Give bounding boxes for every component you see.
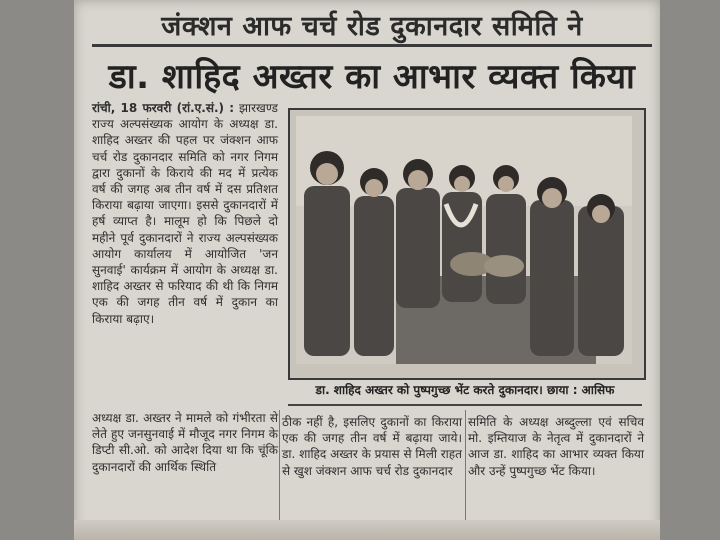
photo-caption: डा. शाहिद अख्तर को पुष्पगुच्छ भेंट करते दुकानदार। छाया : आसिफ [315,383,615,397]
news-photo [296,116,632,364]
column-divider-2 [465,410,466,520]
article-body-col3: समिति के अध्यक्ष अब्दुल्ला एवं सचिव मो. इम्तियाज के नेतृत्व में दुकानदारों ने आज डा. शाहिद का आभार व्यक्त किया और उन्हें पुष्पगुच्छ भेंट किया। [468,415,644,478]
headline-divider [92,44,652,47]
article-column-2 [282,414,462,518]
next-article-strip [74,520,660,540]
column-divider-1 [279,410,280,520]
article-body-col1b: अध्यक्ष डा. अख्तर ने मामले को गंभीरता से लेते हुए जनसुनवाई में मौजूद नगर निगम के डिप्टी सी.ओ. को आदेश दिया था कि चूंकि दुकानदारों की आर्थिक स्थिति [92,411,278,474]
article-column-3 [468,414,644,518]
news-photo-image [296,116,632,364]
headline-line-1: जंक्शन आफ चर्च रोड दुकानदार समिति ने [161,11,583,42]
article-body-col1: झारखण्ड राज्य अल्पसंख्यक आयोग के अध्यक्ष डा. शाहिद अख्तर की पहल पर जंक्शन आफ चर्च रोड दुकानदार समिति को नगर निगम द्वारा दुकानों के किराये की मद में प्रत्येक वर्ष की जगह अब तीन वर्ष में दस प्रतिशत किराया बढ़ाया जाएगा। इससे दुकानदारों में हर्ष व्याप्त है। मालूम हो कि पिछले दो महीने पूर्व दुकानदारों ने राज्य अल्पसंख्यक आयोग कार्यालय में आयोजित 'जन सुनवाई' कार्यक्रम में आयोग के अध्यक्ष डा. शाहिद अख्तर से फरियाद की थी कि निगम एक की जगह तीन वर्ष में दुकान का किराया बढ़ाए। [92,101,278,326]
article-column-1-continued [92,410,278,518]
article-body-col2: ठीक नहीं है, इसलिए दुकानों का किराया एक की जगह तीन वर्ष में बढ़ाया जाये। डा. शाहिद अख्तर के प्रयास से मिली राहत से खुश जंक्शन आफ चर्च रोड दुकानदार [282,415,462,478]
article-column-1 [92,100,278,380]
caption-divider [288,404,642,406]
headline-line-2: डा. शाहिद अख्तर का आभार व्यक्त किया [108,57,636,97]
dateline: रांची, 18 फरवरी (रां.ए.सं.) : [92,101,235,115]
